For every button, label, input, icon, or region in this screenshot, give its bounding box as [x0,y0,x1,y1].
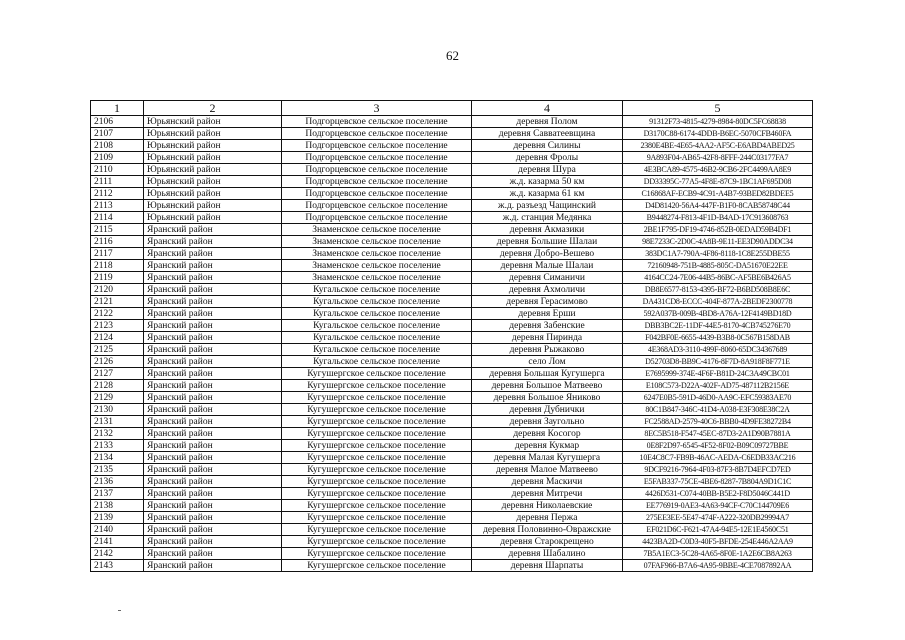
settlement-cell: Кугальское сельское поселение [282,320,472,332]
guid-cell: 9A893F04-AB65-42F8-8FFF-244C03177FA7 [623,152,813,164]
locality-cell: деревня Шарпаты [472,560,623,572]
table-row [91,368,813,380]
locality-cell: деревня Косогор [472,428,623,440]
guid-cell: 98E7233C-2D0C-4A8B-9E11-EE3D90ADDC34 [623,236,813,248]
locality-cell: деревня Шабалино [472,548,623,560]
row-number-cell: 2133 [91,440,144,452]
guid-cell: 383DC1A7-790A-4F86-8118-1C8E255DBE55 [623,248,813,260]
table-row [91,476,813,488]
district-cell: Яранский район [144,284,282,296]
row-number-cell: 2107 [91,128,144,140]
settlement-cell: Подгорцевское сельское поселение [282,140,472,152]
locality-cell: деревня Малые Шалаи [472,260,623,272]
district-cell: Яранский район [144,428,282,440]
district-cell: Яранский район [144,224,282,236]
settlement-cell: Кугушергское сельское поселение [282,536,472,548]
table-row [91,128,813,140]
locality-cell: ж.д. разъезд Чащинский [472,200,623,212]
locality-cell: деревня Шура [472,164,623,176]
locality-cell: деревня Большие Шалаи [472,236,623,248]
locality-cell: деревня Забенские [472,320,623,332]
guid-cell: 275EE3EE-5E47-474F-A222-320DB29994A7 [623,512,813,524]
row-number-cell: 2116 [91,236,144,248]
locality-cell: деревня Большая Кугушерга [472,368,623,380]
table-row [91,284,813,296]
locality-cell: деревня Большое Яниково [472,392,623,404]
district-cell: Юрьянский район [144,128,282,140]
locality-cell: село Лом [472,356,623,368]
guid-cell: 4E368AD3-3110-499F-8060-65DC34367689 [623,344,813,356]
row-number-cell: 2129 [91,392,144,404]
guid-cell: DBB3BC2E-11DF-44E5-8170-4CB745276E70 [623,320,813,332]
district-cell: Яранский район [144,368,282,380]
table-row [91,512,813,524]
settlements-table [90,100,813,572]
guid-cell: 2380E4BE-4E65-4AA2-AF5C-E6ABD4ABED25 [623,140,813,152]
table-row [91,236,813,248]
district-cell: Яранский район [144,548,282,560]
locality-cell: деревня Дубнички [472,404,623,416]
guid-cell: EE776919-0AE3-4A63-94CF-C70C144709E6 [623,500,813,512]
settlement-cell: Подгорцевское сельское поселение [282,116,472,128]
district-cell: Яранский район [144,536,282,548]
settlement-cell: Подгорцевское сельское поселение [282,152,472,164]
district-cell: Яранский район [144,236,282,248]
locality-cell: деревня Силины [472,140,623,152]
district-cell: Яранский район [144,524,282,536]
table-row [91,344,813,356]
row-number-cell: 2119 [91,272,144,284]
settlement-cell: Кугушергское сельское поселение [282,512,472,524]
row-number-cell: 2136 [91,476,144,488]
district-cell: Яранский район [144,512,282,524]
settlement-cell: Кугушергское сельское поселение [282,452,472,464]
district-cell: Яранский район [144,500,282,512]
row-number-cell: 2135 [91,464,144,476]
guid-cell: 6247E0B5-591D-46D0-AA9C-EFC59383AE70 [623,392,813,404]
locality-cell: деревня Добро-Вешево [472,248,623,260]
table-row [91,464,813,476]
column-header-4: 4 [472,101,623,116]
row-number-cell: 2111 [91,176,144,188]
settlement-cell: Кугушергское сельское поселение [282,476,472,488]
district-cell: Юрьянский район [144,164,282,176]
district-cell: Яранский район [144,416,282,428]
table-row [91,212,813,224]
settlement-cell: Подгорцевское сельское поселение [282,200,472,212]
locality-cell: деревня Герасимово [472,296,623,308]
guid-cell: DB8E6577-8153-4395-BF72-B6BD508B8E6C [623,284,813,296]
settlement-cell: Кугушергское сельское поселение [282,560,472,572]
row-number-cell: 2123 [91,320,144,332]
district-cell: Яранский район [144,404,282,416]
locality-cell: деревня Ерши [472,308,623,320]
district-cell: Яранский район [144,320,282,332]
settlement-cell: Подгорцевское сельское поселение [282,212,472,224]
district-cell: Яранский район [144,392,282,404]
row-number-cell: 2131 [91,416,144,428]
table-row [91,560,813,572]
district-cell: Яранский район [144,380,282,392]
district-cell: Юрьянский район [144,176,282,188]
table-row [91,116,813,128]
row-number-cell: 2109 [91,152,144,164]
settlement-cell: Кугушергское сельское поселение [282,548,472,560]
column-header-5: 5 [623,101,813,116]
row-number-cell: 2138 [91,500,144,512]
settlement-cell: Кугушергское сельское поселение [282,524,472,536]
guid-cell: D3170C88-6174-4DDB-B6EC-5070CFB460FA [623,128,813,140]
district-cell: Юрьянский район [144,212,282,224]
locality-cell: деревня Заугольно [472,416,623,428]
guid-cell: FC2588AD-2579-40C6-BBB0-4D9FE38272B4 [623,416,813,428]
row-number-cell: 2108 [91,140,144,152]
district-cell: Яранский район [144,296,282,308]
locality-cell: деревня Акмазики [472,224,623,236]
settlement-cell: Кугальское сельское поселение [282,296,472,308]
guid-cell: 7B5A1EC3-5C28-4A65-8F0E-1A2E6CB8A263 [623,548,813,560]
locality-cell: деревня Пержа [472,512,623,524]
settlement-cell: Кугушергское сельское поселение [282,500,472,512]
table-body [91,116,813,572]
guid-cell: D4D81420-56A4-447F-B1F0-8CAB58748C44 [623,200,813,212]
locality-cell: деревня Симаничи [472,272,623,284]
column-header-1: 1 [91,101,144,116]
scan-mark [118,610,121,611]
table-row [91,428,813,440]
table-row [91,272,813,284]
settlement-cell: Кугушергское сельское поселение [282,404,472,416]
district-cell: Юрьянский район [144,116,282,128]
district-cell: Яранский район [144,356,282,368]
column-header-2: 2 [144,101,282,116]
district-cell: Яранский район [144,476,282,488]
row-number-cell: 2110 [91,164,144,176]
settlement-cell: Кугушергское сельское поселение [282,392,472,404]
settlement-cell: Кугушергское сельское поселение [282,368,472,380]
settlement-cell: Знаменское сельское поселение [282,260,472,272]
guid-cell: 0E8F2D97-6545-4F52-8F02-B09C09727BBE [623,440,813,452]
district-cell: Юрьянский район [144,140,282,152]
guid-cell: 91312F73-4815-4279-8984-80DC5FC68838 [623,116,813,128]
table-row [91,188,813,200]
district-cell: Яранский район [144,272,282,284]
guid-cell: 2BE1F795-DF19-4746-852B-0EDAD59B4DF1 [623,224,813,236]
table-row [91,392,813,404]
guid-cell: DD33395C-77A5-4F8E-87C9-1BC1AF695D08 [623,176,813,188]
guid-cell: 592A037B-009B-4BD8-A76A-12F4149BD18D [623,308,813,320]
locality-cell: ж.д. казарма 50 км [472,176,623,188]
district-cell: Яранский район [144,464,282,476]
row-number-cell: 2114 [91,212,144,224]
district-cell: Яранский район [144,440,282,452]
guid-cell: 4426D531-C074-40BB-B5E2-F8D5046C441D [623,488,813,500]
table-row [91,164,813,176]
settlement-cell: Кугальское сельское поселение [282,344,472,356]
table-row [91,356,813,368]
table-row [91,380,813,392]
settlement-cell: Знаменское сельское поселение [282,236,472,248]
row-number-cell: 2143 [91,560,144,572]
district-cell: Яранский район [144,344,282,356]
locality-cell: деревня Полом [472,116,623,128]
settlement-cell: Кугушергское сельское поселение [282,440,472,452]
locality-cell: ж.д. казарма 61 км [472,188,623,200]
settlement-cell: Подгорцевское сельское поселение [282,176,472,188]
guid-cell: E108C573-D22A-402F-AD75-487112B2156E [623,380,813,392]
settlement-cell: Знаменское сельское поселение [282,224,472,236]
settlement-cell: Знаменское сельское поселение [282,248,472,260]
guid-cell: E5FAB337-75CE-4BE6-8287-7B804A9D1C1C [623,476,813,488]
guid-cell: 72160948-751B-4885-805C-DA51670E22EE [623,260,813,272]
row-number-cell: 2118 [91,260,144,272]
settlement-cell: Кугальское сельское поселение [282,356,472,368]
district-cell: Яранский район [144,260,282,272]
table-row [91,488,813,500]
guid-cell: F042BF0E-6655-4439-B3B8-0C567B158DAB [623,332,813,344]
row-number-cell: 2139 [91,512,144,524]
settlement-cell: Кугушергское сельское поселение [282,416,472,428]
table-row [91,536,813,548]
row-number-cell: 2126 [91,356,144,368]
guid-cell: 80C1B847-346C-41D4-A038-E3F308E38C2A [623,404,813,416]
table-row [91,248,813,260]
row-number-cell: 2141 [91,536,144,548]
settlement-cell: Кугушергское сельское поселение [282,380,472,392]
row-number-cell: 2128 [91,380,144,392]
table-row [91,416,813,428]
district-cell: Яранский район [144,248,282,260]
guid-cell: 10E4C8C7-FB9B-46AC-AEDA-C6EDB33AC216 [623,452,813,464]
row-number-cell: 2140 [91,524,144,536]
row-number-cell: 2120 [91,284,144,296]
guid-cell: D52703D8-BB9C-4176-8F7D-8A918F8F771E [623,356,813,368]
row-number-cell: 2134 [91,452,144,464]
district-cell: Юрьянский район [144,152,282,164]
locality-cell: деревня Пиринда [472,332,623,344]
row-number-cell: 2137 [91,488,144,500]
table-row [91,296,813,308]
settlement-cell: Подгорцевское сельское поселение [282,128,472,140]
guid-cell: 07FAF966-B7A6-4A95-9BBE-4CE7087892AA [623,560,813,572]
district-cell: Яранский район [144,560,282,572]
settlement-cell: Кугальское сельское поселение [282,332,472,344]
row-number-cell: 2113 [91,200,144,212]
settlement-cell: Знаменское сельское поселение [282,272,472,284]
locality-cell: деревня Большое Матвеево [472,380,623,392]
table-row [91,548,813,560]
locality-cell: деревня Малая Кугушерга [472,452,623,464]
table-row [91,200,813,212]
row-number-cell: 2117 [91,248,144,260]
guid-cell: B9448274-F813-4F1D-B4AD-17C913608763 [623,212,813,224]
settlement-cell: Кугушергское сельское поселение [282,488,472,500]
locality-cell: деревня Маскичи [472,476,623,488]
page-number: 62 [446,48,459,63]
table-row [91,308,813,320]
row-number-cell: 2130 [91,404,144,416]
table-row [91,500,813,512]
row-number-cell: 2124 [91,332,144,344]
table-row [91,140,813,152]
row-number-cell: 2142 [91,548,144,560]
table-row [91,440,813,452]
locality-cell: деревня Рыжаково [472,344,623,356]
table-row [91,452,813,464]
table-row [91,152,813,164]
settlement-cell: Кугушергское сельское поселение [282,428,472,440]
table-row [91,224,813,236]
guid-cell: 4423BA2D-C0D3-40F5-BFDE-254E446A2AA9 [623,536,813,548]
row-number-cell: 2115 [91,224,144,236]
table-row [91,320,813,332]
locality-cell: деревня Митречи [472,488,623,500]
locality-cell: деревня Половинно-Овражские [472,524,623,536]
table-row [91,332,813,344]
district-cell: Юрьянский район [144,200,282,212]
row-number-cell: 2112 [91,188,144,200]
guid-cell: 4E3BCA89-4575-46B2-9CB6-2FC4499AA8E9 [623,164,813,176]
locality-cell: деревня Кукмар [472,440,623,452]
table-header-row [91,101,813,116]
settlement-cell: Кугушергское сельское поселение [282,464,472,476]
table-row [91,176,813,188]
table-row [91,524,813,536]
row-number-cell: 2122 [91,308,144,320]
district-cell: Яранский район [144,488,282,500]
locality-cell: ж.д. станция Медянка [472,212,623,224]
row-number-cell: 2132 [91,428,144,440]
locality-cell: деревня Старокрещено [472,536,623,548]
locality-cell: деревня Савватеевщина [472,128,623,140]
table-row [91,404,813,416]
settlement-cell: Подгорцевское сельское поселение [282,164,472,176]
row-number-cell: 2106 [91,116,144,128]
settlement-cell: Кугальское сельское поселение [282,308,472,320]
locality-cell: деревня Николаевские [472,500,623,512]
guid-cell: EF021D6C-F621-47A4-94E5-12E1E4560C51 [623,524,813,536]
row-number-cell: 2121 [91,296,144,308]
guid-cell: 8EC5B518-F547-45EC-87D3-2A1D90B7881A [623,428,813,440]
district-cell: Юрьянский район [144,188,282,200]
settlement-cell: Кугальское сельское поселение [282,284,472,296]
guid-cell: C16868AF-ECB9-4C91-A4B7-93BED82BDEE5 [623,188,813,200]
locality-cell: деревня Фролы [472,152,623,164]
guid-cell: 4164CC24-7E06-44B5-86BC-AF5BE6B426A5 [623,272,813,284]
settlement-cell: Подгорцевское сельское поселение [282,188,472,200]
locality-cell: деревня Ахмоличи [472,284,623,296]
district-cell: Яранский район [144,452,282,464]
district-cell: Яранский район [144,308,282,320]
column-header-3: 3 [282,101,472,116]
table-row [91,260,813,272]
guid-cell: 9DCF9216-7964-4F03-87F3-8B7D4EFCD7ED [623,464,813,476]
guid-cell: DA431CD8-ECCC-404F-877A-2BEDF2300778 [623,296,813,308]
guid-cell: E7695999-374E-4F6F-B81D-24C3A49CBC01 [623,368,813,380]
locality-cell: деревня Малое Матвеево [472,464,623,476]
row-number-cell: 2127 [91,368,144,380]
district-cell: Яранский район [144,332,282,344]
row-number-cell: 2125 [91,344,144,356]
